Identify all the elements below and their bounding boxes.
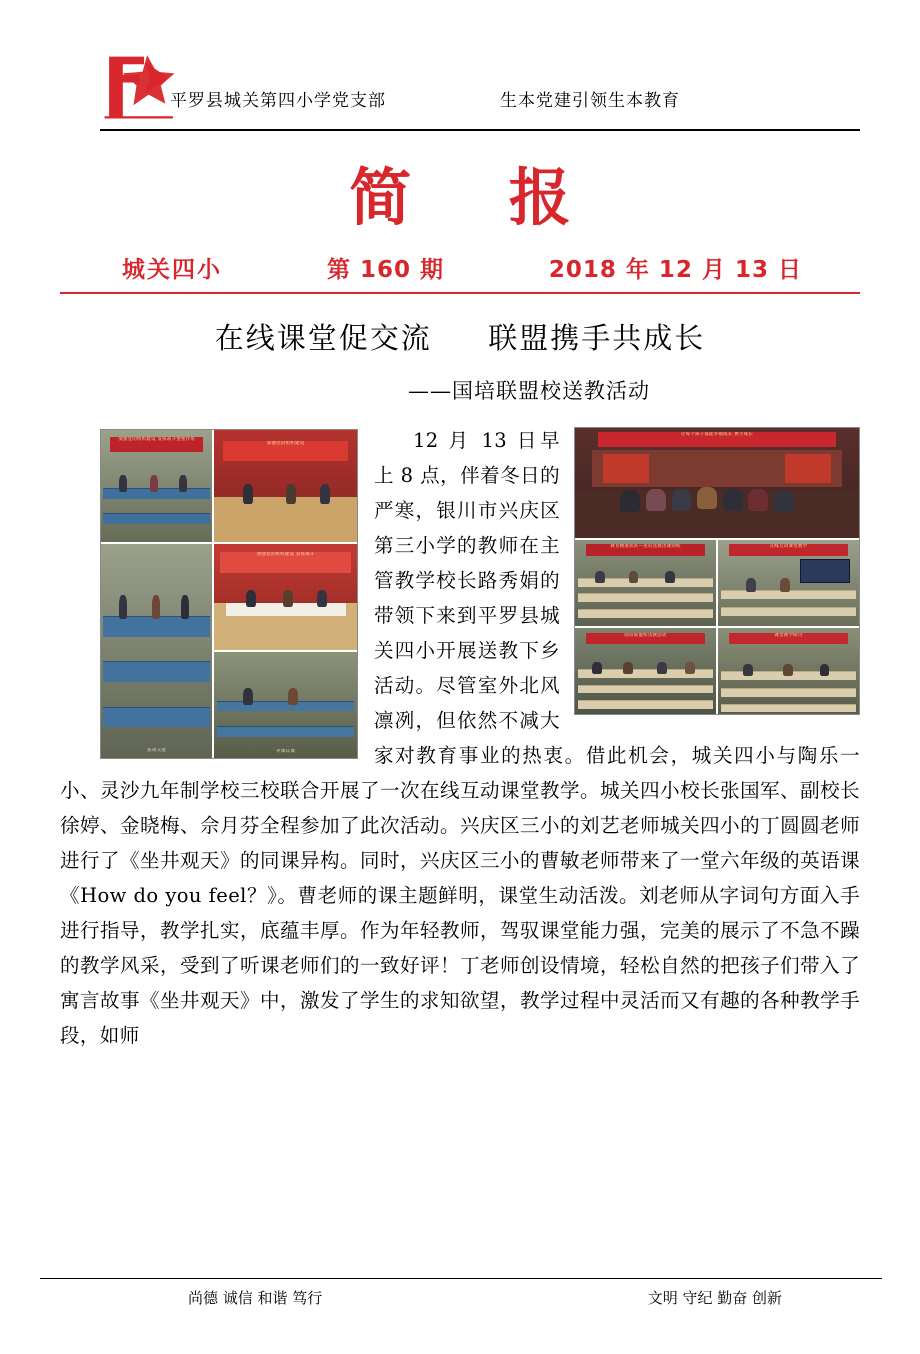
- masthead: [60, 52, 860, 130]
- issue-number: 第 160 期: [326, 257, 444, 283]
- photo-bottom-caption-1: 加强党的组织建设: [266, 441, 305, 447]
- article-subheadline: ——国培联盟校送教活动: [408, 379, 650, 403]
- issue-line: [60, 251, 860, 284]
- article-body: [60, 423, 860, 1053]
- photo-meeting-red-2: [214, 544, 357, 650]
- photo-bottom-caption-0: 加强党的组织建设 发挥战斗堡垒作用: [118, 436, 196, 442]
- footer-right-motto: 文明 守纪 勤奋 创新: [647, 1289, 782, 1307]
- headline-part2: 联盟携手共成长: [488, 321, 706, 355]
- masthead-right-text: 生本党建引领生本教育: [500, 91, 680, 111]
- photo-meeting-1: [101, 430, 212, 542]
- party-emblem-icon: [100, 52, 176, 122]
- photo-caption-0: 让每个孩子都能幸福成长 携手成长: [680, 432, 754, 438]
- footer-divider: [40, 1278, 882, 1279]
- photo-bottom-caption-2: 座谈交流: [147, 748, 167, 754]
- headline-part1: 在线课堂促交流: [214, 321, 432, 355]
- photo-bottom-caption-3: 加强党的组织建设 发挥战斗: [256, 552, 315, 558]
- photo-meeting-red-1: [214, 430, 357, 542]
- article-headline: [60, 316, 860, 357]
- photo-caption-2: 在线互动课堂教学: [769, 544, 808, 550]
- photo-classroom-1: [575, 540, 716, 626]
- photo-classroom-2: [718, 540, 859, 626]
- masthead-left-text: 平罗县城关第四小学党支部: [170, 91, 386, 111]
- photo-classroom-4: [718, 628, 859, 714]
- photo-caption-3: 国培联盟校送教活动: [624, 633, 667, 639]
- article-paragraph: 12 月 13 日早上 8 点，伴着冬日的严寒，银川市兴庆区第三小学的教师在主管教学校长路秀娟的带领下来到平罗县城关四小开展送教下乡活动。尽管室外北风凛冽，但依然不减大家对教育事业的热衷。借此机会，城关四小与陶乐一小、灵沙九年制学校三校联合开展了一次在线互动课堂教学。城关四小校长张国军、副校长徐婷、金晓梅、佘月芬全程参加了此次活动。兴庆区三小的刘艺老师城关四小的丁圆圆老师进行了《坐井观天》的同课异构。同时，兴庆区三小的曹敏老师带来了一堂六年级的英语课《How do you feel？》。曹老师的课主题鲜明，课堂生动活泼。刘老师从字词句方面入手进行指导，教学扎实，底蕴丰厚。作为年轻教师，驾驭课堂能力强，完美的展示了不急不躁的教学风采，受到了听课老师们的一致好评！丁老师创设情境，轻松自然的把孩子们带入了寓言故事《坐井观天》中，激发了学生的求知欲望，教学过程中灵活而又有趣的各种教学手段，如师: [60, 429, 860, 1047]
- photo-meeting-2: [101, 544, 212, 758]
- page-title: 简 报: [349, 161, 609, 234]
- issue-date: 2018 年 12 月 13 日: [548, 257, 802, 283]
- issue-school: 城关四小: [122, 257, 222, 283]
- photo-caption-1: 教育精准扶贫—送培送教送课到校: [610, 544, 681, 550]
- activity-photo-grid-top: [574, 427, 860, 715]
- masthead-divider: [100, 129, 860, 131]
- photo-stage-group: [575, 428, 859, 538]
- photo-bottom-caption-4: 评课议课: [276, 749, 296, 755]
- photo-meeting-3: [214, 652, 357, 758]
- title-divider: [60, 292, 860, 294]
- newsletter-page: [0, 52, 920, 1354]
- photo-caption-4: 课堂教学研讨: [774, 633, 803, 639]
- activity-photo-grid-bottom: [100, 429, 358, 759]
- photo-classroom-3: [575, 628, 716, 714]
- page-footer: [60, 1278, 860, 1308]
- footer-left-motto: 尚德 诚信 和谐 笃行: [188, 1289, 323, 1307]
